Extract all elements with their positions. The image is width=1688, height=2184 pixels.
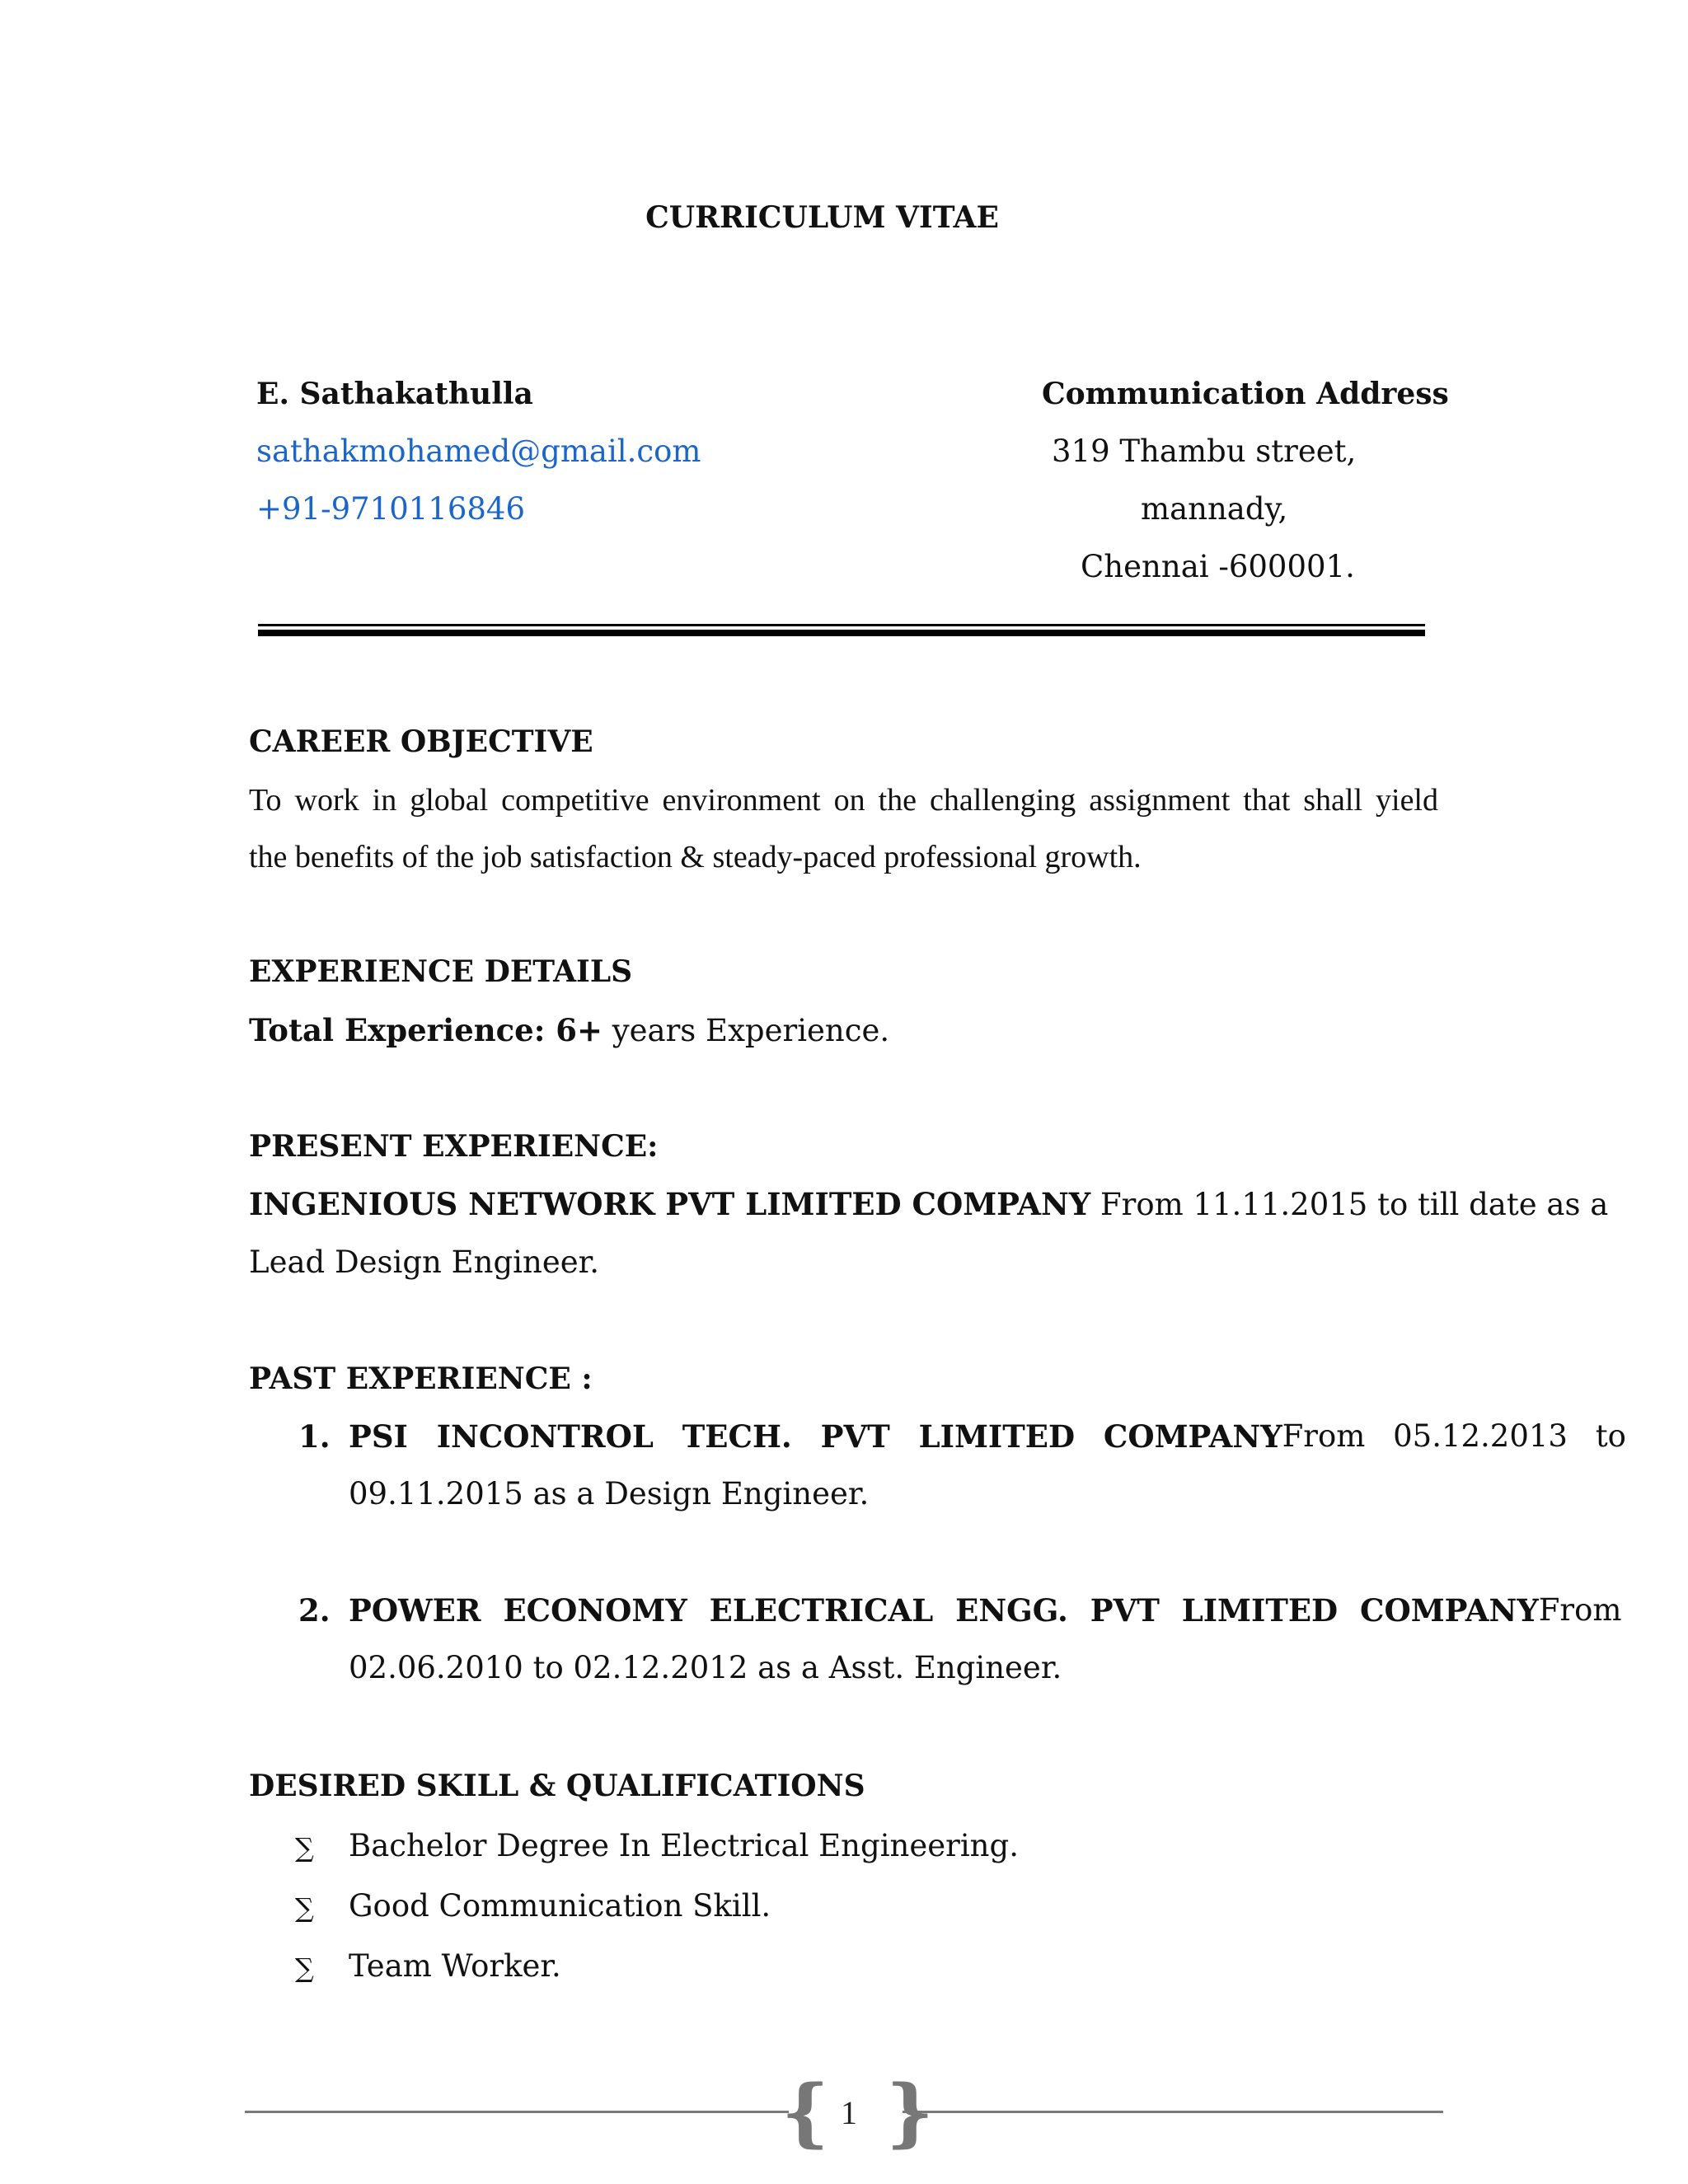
past-item-1-company: PSI INCONTROL TECH. PVT LIMITED COMPANY (349, 1418, 1282, 1455)
bullet-icon: ∑ (295, 1892, 314, 1924)
footer-left-brace-icon: { (781, 2069, 829, 2156)
header-divider-thin (258, 624, 1425, 626)
address-line-1: 319 Thambu street, (1052, 434, 1357, 469)
total-experience-label: Total Experience: 6+ (249, 1012, 603, 1048)
present-company: INGENIOUS NETWORK PVT LIMITED COMPANY (249, 1186, 1091, 1222)
present-experience-heading: PRESENT EXPERIENCE: (249, 1129, 659, 1164)
email-link[interactable]: sathakmohamed@gmail.com (256, 434, 701, 469)
footer-right-brace-icon: } (886, 2069, 934, 2156)
skill-item-1: Bachelor Degree In Electrical Engineering. (349, 1828, 1019, 1863)
past-item-2-line-1 (349, 1591, 1622, 1630)
past-item-2-company: POWER ECONOMY ELECTRICAL ENGG. PVT LIMITED COMPANY (349, 1592, 1539, 1629)
past-experience-heading: PAST EXPERIENCE : (249, 1361, 593, 1396)
footer-rule-right (903, 2111, 1443, 2113)
skills-heading: DESIRED SKILL & QUALIFICATIONS (249, 1769, 865, 1803)
skill-item-3: Team Worker. (349, 1948, 561, 1984)
candidate-name: E. Sathakathulla (256, 377, 533, 411)
experience-details-heading: EXPERIENCE DETAILS (249, 954, 633, 989)
bullet-icon: ∑ (295, 1952, 314, 1984)
total-experience-text: years Experience. (603, 1013, 890, 1048)
skill-item-2: Good Communication Skill. (349, 1888, 771, 1924)
past-item-1-number: 1. (298, 1418, 331, 1455)
past-item-1-period-start: From 05.12.2013 to (1282, 1418, 1626, 1454)
career-objective-line-2: the benefits of the job satisfaction & steady-paced professional growth. (249, 840, 1142, 874)
present-experience-period: From 11.11.2015 to till date as a (1090, 1187, 1609, 1222)
past-item-1-line-2: 09.11.2015 as a Design Engineer. (349, 1476, 870, 1511)
phone-link[interactable]: +91-9710116846 (256, 491, 525, 527)
address-line-2: mannady, (1141, 491, 1288, 527)
past-item-2-period-start: From (1538, 1592, 1622, 1628)
header-divider-thick (258, 630, 1425, 636)
page-number: 1 (841, 2094, 857, 2131)
career-objective-heading: CAREER OBJECTIVE (249, 724, 593, 759)
document-title: CURRICULUM VITAE (645, 200, 999, 235)
total-experience (249, 1010, 889, 1051)
address-line-3: Chennai -600001. (1081, 549, 1355, 584)
footer-rule-left (245, 2111, 789, 2113)
bullet-icon: ∑ (295, 1832, 314, 1863)
past-item-1-line-1 (349, 1417, 1626, 1456)
present-experience-line-2: Lead Design Engineer. (249, 1244, 599, 1280)
career-objective-line-1: To work in global competitive environment on the challenging assignment that shall yield (249, 783, 1438, 818)
address-heading: Communication Address (1042, 377, 1449, 411)
present-experience-line-1 (249, 1184, 1609, 1225)
past-item-2-line-2: 02.06.2010 to 02.12.2012 as a Asst. Engineer. (349, 1650, 1062, 1685)
past-item-2-number: 2. (298, 1592, 331, 1629)
